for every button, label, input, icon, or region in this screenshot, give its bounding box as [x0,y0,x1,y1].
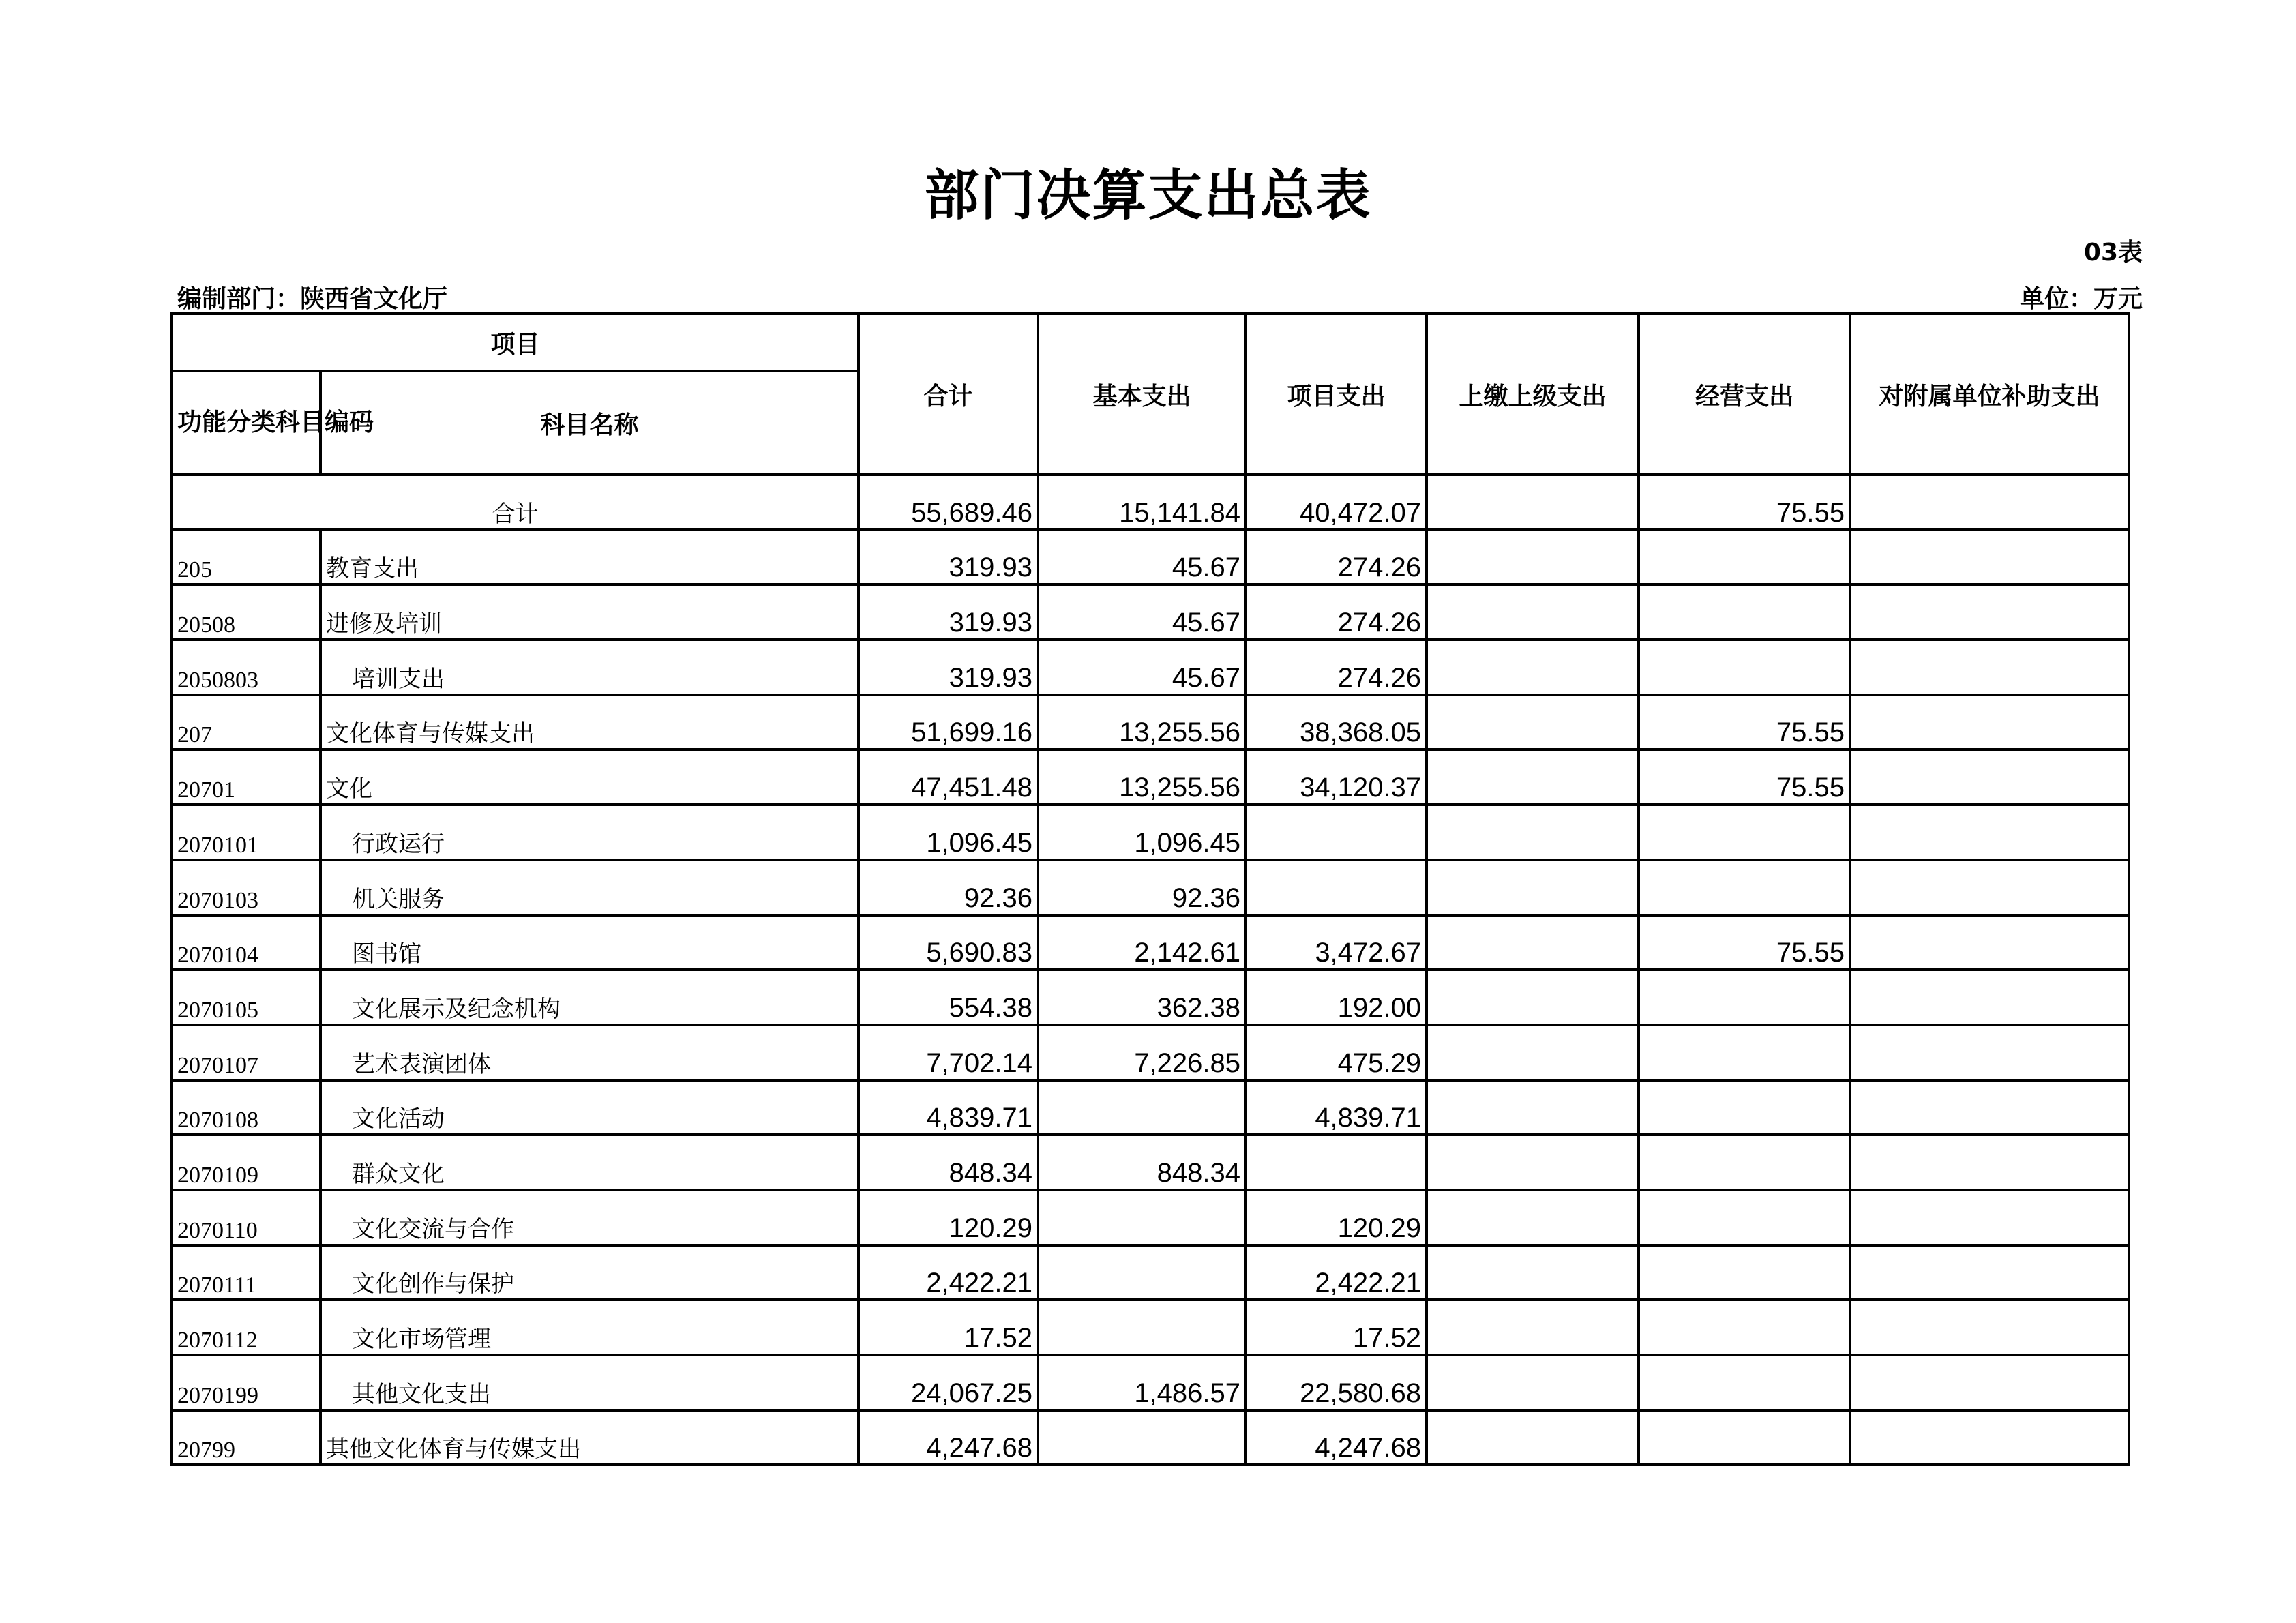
row-upper [1427,1080,1639,1135]
table-row [172,1025,2129,1080]
row-project: 34,120.37 [1246,749,1427,805]
row-subsidy [1850,530,2129,585]
row-code: 2070104 [172,915,320,970]
table-row [172,970,2129,1025]
row-total: 848.34 [859,1135,1038,1190]
form-number: 03表 [2083,239,2143,267]
row-basic: 45.67 [1038,530,1246,585]
row-subsidy [1850,1355,2129,1410]
total-basic: 15,141.84 [1038,475,1246,530]
total-upper [1427,475,1639,530]
row-project: 17.52 [1246,1300,1427,1355]
row-total: 2,422.21 [859,1245,1038,1300]
row-upper [1427,1190,1639,1245]
row-upper [1427,805,1639,860]
row-subsidy [1850,695,2129,750]
row-upper [1427,915,1639,970]
row-business [1639,1355,1850,1410]
row-project: 475.29 [1246,1025,1427,1080]
row-total: 4,839.71 [859,1080,1038,1135]
row-project [1246,860,1427,915]
table-row [172,640,2129,695]
row-basic [1038,1245,1246,1300]
row-project: 3,472.67 [1246,915,1427,970]
row-upper [1427,1300,1639,1355]
row-subsidy [1850,1135,2129,1190]
row-project: 4,839.71 [1246,1080,1427,1135]
row-business [1639,1135,1850,1190]
row-upper [1427,860,1639,915]
row-upper [1427,584,1639,640]
row-basic: 13,255.56 [1038,749,1246,805]
row-business [1639,1080,1850,1135]
row-project: 38,368.05 [1246,695,1427,750]
row-name: 文化创作与保护 [320,1245,859,1300]
row-name: 其他文化支出 [320,1355,859,1410]
row-name: 文化交流与合作 [320,1190,859,1245]
row-upper [1427,1245,1639,1300]
row-code: 2070110 [172,1190,320,1245]
row-upper [1427,1410,1639,1465]
row-upper [1427,640,1639,695]
total-total: 55,689.46 [859,475,1038,530]
row-subsidy [1850,584,2129,640]
row-subsidy [1850,970,2129,1025]
row-business [1639,1410,1850,1465]
row-name: 群众文化 [320,1135,859,1190]
row-name: 教育支出 [320,530,859,585]
row-project [1246,1135,1427,1190]
row-business: 75.55 [1639,915,1850,970]
header-item: 项目 [172,314,859,371]
row-total: 319.93 [859,640,1038,695]
table-row [172,530,2129,585]
row-name: 艺术表演团体 [320,1025,859,1080]
row-subsidy [1850,1080,2129,1135]
row-business [1639,1300,1850,1355]
row-project: 192.00 [1246,970,1427,1025]
row-code: 2070107 [172,1025,320,1080]
row-project: 2,422.21 [1246,1245,1427,1300]
row-code: 2070103 [172,860,320,915]
row-name: 文化市场管理 [320,1300,859,1355]
row-business: 75.55 [1639,749,1850,805]
row-project: 22,580.68 [1246,1355,1427,1410]
row-business [1639,584,1850,640]
row-name: 文化活动 [320,1080,859,1135]
row-code: 2070199 [172,1355,320,1410]
row-basic [1038,1410,1246,1465]
row-upper [1427,695,1639,750]
row-total: 5,690.83 [859,915,1038,970]
total-label: 合计 [172,475,859,530]
row-name: 其他文化体育与传媒支出 [320,1410,859,1465]
row-subsidy [1850,915,2129,970]
table-row [172,1190,2129,1245]
row-code: 2070109 [172,1135,320,1190]
header-upper: 上缴上级支出 [1427,314,1639,475]
row-code: 2070108 [172,1080,320,1135]
header-basic: 基本支出 [1038,314,1246,475]
row-business [1639,860,1850,915]
row-subsidy [1850,1190,2129,1245]
row-project: 4,247.68 [1246,1410,1427,1465]
table-row [172,1300,2129,1355]
row-upper [1427,1355,1639,1410]
row-upper [1427,1135,1639,1190]
row-total: 120.29 [859,1190,1038,1245]
row-basic: 1,486.57 [1038,1355,1246,1410]
row-code: 2050803 [172,640,320,695]
table-row [172,695,2129,750]
row-basic: 45.67 [1038,640,1246,695]
row-subsidy [1850,1300,2129,1355]
row-name: 文化 [320,749,859,805]
row-business [1639,805,1850,860]
row-basic: 1,096.45 [1038,805,1246,860]
row-name: 文化体育与传媒支出 [320,695,859,750]
row-name: 进修及培训 [320,584,859,640]
row-basic [1038,1300,1246,1355]
table-row [172,1410,2129,1465]
row-total: 319.93 [859,530,1038,585]
row-name: 机关服务 [320,860,859,915]
row-total: 319.93 [859,584,1038,640]
row-upper [1427,530,1639,585]
row-upper [1427,970,1639,1025]
row-total: 24,067.25 [859,1355,1038,1410]
table-row [172,1355,2129,1410]
row-project: 120.29 [1246,1190,1427,1245]
department-label: 编制部门：陕西省文化厅 [177,285,448,313]
table-row [172,860,2129,915]
table-row [172,584,2129,640]
table-row [172,749,2129,805]
row-name: 文化展示及纪念机构 [320,970,859,1025]
row-name: 图书馆 [320,915,859,970]
header-name: 科目名称 [320,371,859,475]
row-business [1639,640,1850,695]
total-subsidy [1850,475,2129,530]
row-code: 207 [172,695,320,750]
header-project: 项目支出 [1246,314,1427,475]
row-business [1639,1190,1850,1245]
row-project [1246,805,1427,860]
unit-label: 单位：万元 [2019,285,2143,313]
row-name: 培训支出 [320,640,859,695]
total-project: 40,472.07 [1246,475,1427,530]
row-upper [1427,1025,1639,1080]
expenditure-table [170,312,2130,1466]
row-subsidy [1850,805,2129,860]
row-code: 20508 [172,584,320,640]
row-business [1639,530,1850,585]
row-name: 行政运行 [320,805,859,860]
row-basic [1038,1080,1246,1135]
row-code: 2070112 [172,1300,320,1355]
row-basic [1038,1190,1246,1245]
row-total: 4,247.68 [859,1410,1038,1465]
row-basic: 2,142.61 [1038,915,1246,970]
table-row [172,1245,2129,1300]
row-basic: 92.36 [1038,860,1246,915]
report-title: 部门决算支出总表 [924,164,1372,227]
row-business [1639,1245,1850,1300]
row-project: 274.26 [1246,584,1427,640]
row-code: 20799 [172,1410,320,1465]
header-business: 经营支出 [1639,314,1850,475]
row-subsidy [1850,640,2129,695]
table-row [172,805,2129,860]
header-subsidy: 对附属单位补助支出 [1850,314,2129,475]
header-total: 合计 [859,314,1038,475]
row-basic: 13,255.56 [1038,695,1246,750]
total-row [172,475,2129,530]
row-basic: 7,226.85 [1038,1025,1246,1080]
row-basic: 848.34 [1038,1135,1246,1190]
row-project: 274.26 [1246,530,1427,585]
total-business: 75.55 [1639,475,1850,530]
row-code: 2070105 [172,970,320,1025]
row-subsidy [1850,1410,2129,1465]
row-subsidy [1850,1025,2129,1080]
row-subsidy [1850,749,2129,805]
row-business: 75.55 [1639,695,1850,750]
row-total: 554.38 [859,970,1038,1025]
row-project: 274.26 [1246,640,1427,695]
row-code: 20701 [172,749,320,805]
table-body [172,475,2129,1465]
row-total: 1,096.45 [859,805,1038,860]
row-total: 17.52 [859,1300,1038,1355]
row-business [1639,1025,1850,1080]
row-total: 51,699.16 [859,695,1038,750]
table-row [172,1135,2129,1190]
row-business [1639,970,1850,1025]
row-basic: 362.38 [1038,970,1246,1025]
row-total: 92.36 [859,860,1038,915]
row-subsidy [1850,860,2129,915]
row-code: 2070111 [172,1245,320,1300]
row-code: 2070101 [172,805,320,860]
row-total: 7,702.14 [859,1025,1038,1080]
row-total: 47,451.48 [859,749,1038,805]
row-code: 205 [172,530,320,585]
row-subsidy [1850,1245,2129,1300]
table-row [172,915,2129,970]
header-code: 功能分类科目编码 [172,371,320,475]
row-basic: 45.67 [1038,584,1246,640]
row-upper [1427,749,1639,805]
table-row [172,1080,2129,1135]
